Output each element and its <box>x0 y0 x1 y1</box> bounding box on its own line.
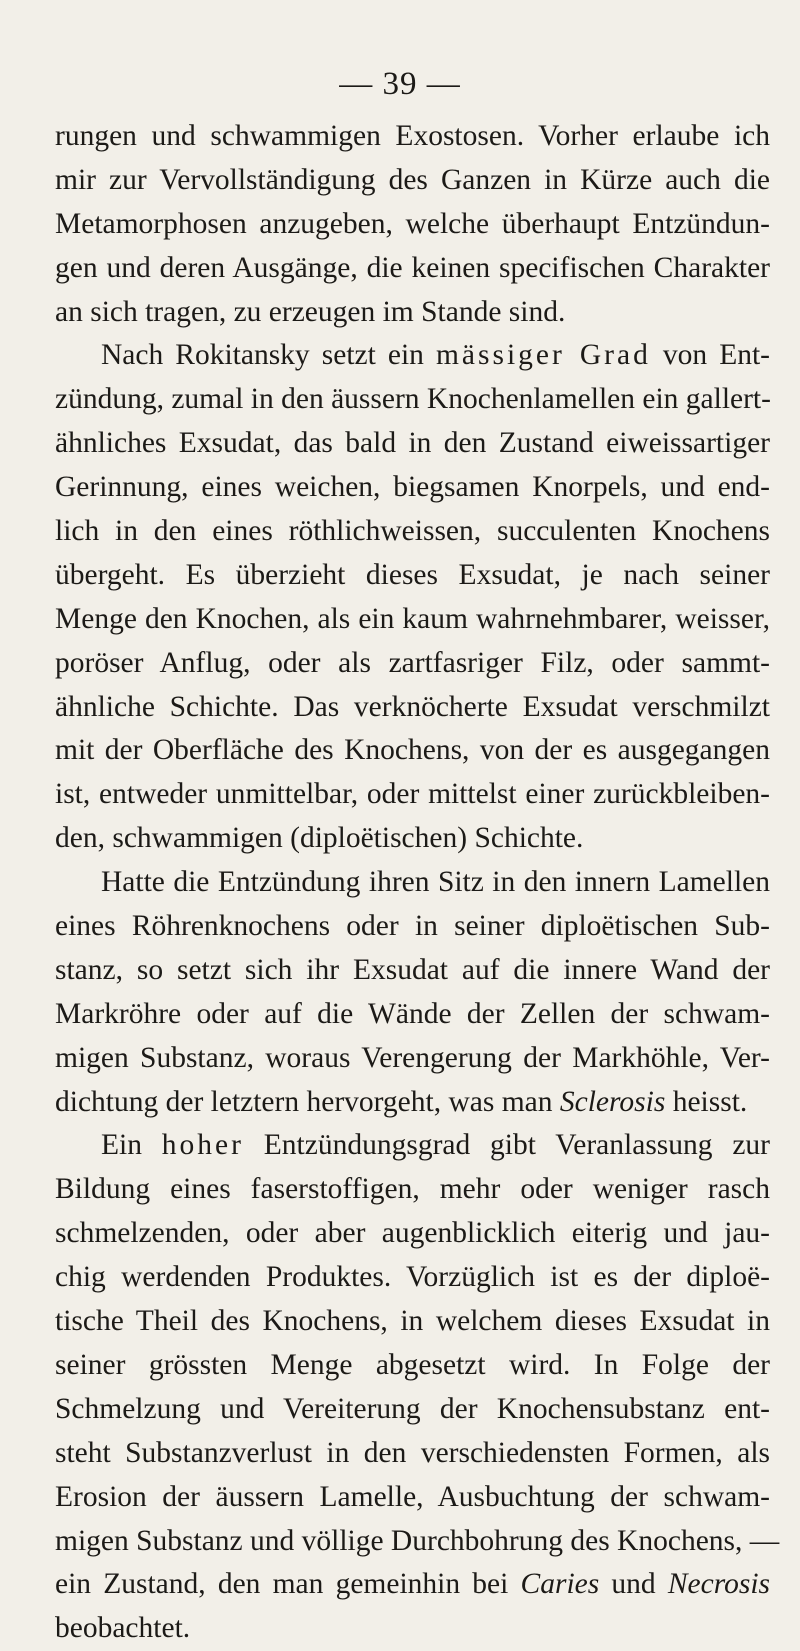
text-segment: steht Substanzverlust in den verschiedensten Formen, als <box>55 1436 770 1469</box>
text-segment: übergeht. Es überzieht dieses Exsudat, je nach seiner <box>55 558 770 591</box>
text-segment: mir zur Vervollständigung des Ganzen in Kürze auch die <box>55 163 770 196</box>
text-line <box>55 861 770 905</box>
text-line <box>55 949 770 993</box>
text-line <box>55 1388 770 1432</box>
text-line <box>55 1607 770 1651</box>
text-line <box>55 115 770 159</box>
text-line <box>55 1300 770 1344</box>
text-segment: gen und deren Ausgänge, die keinen specifischen Charakter <box>55 251 770 284</box>
text-line <box>55 686 770 730</box>
text-line <box>55 1563 770 1607</box>
text-segment: Gerinnung, eines weichen, biegsamen Knorpels, und end- <box>55 471 770 504</box>
text-line <box>55 1124 770 1168</box>
text-segment: Schmelzung und Vereiterung der Knochensubstanz ent- <box>55 1392 770 1425</box>
text-line <box>55 466 770 510</box>
text-segment: chig werdenden Produktes. Vorzüglich ist es der diploë- <box>55 1261 770 1294</box>
text-segment: poröser Anflug, oder als zartfasriger Filz, oder sammt- <box>55 646 770 679</box>
text-segment: Bildung eines faserstoffigen, mehr oder weniger rasch <box>55 1173 770 1206</box>
italic-term: Caries <box>520 1568 600 1601</box>
text-line <box>55 905 770 949</box>
text-segment: ein Zustand, den man gemeinhin bei <box>55 1568 521 1601</box>
text-line <box>55 554 770 598</box>
text-line <box>55 993 770 1037</box>
text-segment: Menge den Knochen, als ein kaum wahrnehmbarer, weisser, <box>55 602 770 635</box>
text-segment: tische Theil des Knochens, in welchem dieses Exsudat in <box>55 1305 770 1338</box>
text-line <box>55 1212 770 1256</box>
page-number: — 39 — <box>339 66 461 102</box>
text-line <box>55 378 770 422</box>
text-line <box>55 817 770 861</box>
text-line <box>55 729 770 773</box>
text-line <box>55 247 770 291</box>
text-segment: ist, entweder unmittelbar, oder mittelst einer zurückbleiben- <box>55 778 770 811</box>
text-segment: Metamorphosen anzugeben, welche überhaupt Entzündun- <box>55 207 770 240</box>
spaced-term: mässiger Grad <box>435 339 651 372</box>
text-segment: an sich tragen, zu erzeugen im Stande sind. <box>55 295 566 328</box>
text-segment: den, schwammigen (diploëtischen) Schichte. <box>55 822 584 855</box>
text-line <box>55 1037 770 1081</box>
spaced-term: hoher <box>161 1129 244 1162</box>
italic-term: Necrosis <box>667 1568 770 1601</box>
text-segment: eines Röhrenknochens oder in seiner diploëtischen Sub- <box>55 910 770 943</box>
text-line <box>55 1168 770 1212</box>
italic-term: Sclerosis <box>559 1085 666 1118</box>
text-segment: ähnliches Exsudat, das bald in den Zustand eiweissartiger <box>55 427 770 460</box>
text-segment: ähnliche Schichte. Das verknöcherte Exsudat verschmilzt <box>55 690 770 723</box>
text-segment: zündung, zumal in den äussern Knochenlamellen ein gallert- <box>55 383 771 416</box>
text-line <box>55 203 770 247</box>
text-line <box>55 1256 770 1300</box>
text-segment: migen Substanz und völlige Durchbohrung des Knochens, — <box>55 1524 780 1557</box>
text-segment: beobachtet. <box>55 1612 191 1645</box>
text-line <box>55 1344 770 1388</box>
text-line <box>55 291 770 335</box>
text-line <box>55 334 770 378</box>
text-segment: Ein <box>101 1129 162 1162</box>
text-line <box>55 1520 780 1564</box>
text-segment: heisst. <box>665 1085 748 1118</box>
text-segment: lich in den eines röthlichweissen, succulenten Knochens <box>55 515 770 548</box>
text-line <box>55 510 770 554</box>
text-segment: seiner grössten Menge abgesetzt wird. In Folge der <box>55 1348 770 1381</box>
text-segment: mit der Oberfläche des Knochens, von der es ausgegangen <box>55 734 770 767</box>
text-segment: Erosion der äussern Lamelle, Ausbuchtung der schwam- <box>55 1480 770 1513</box>
text-segment: dichtung der letztern hervorgeht, was man <box>55 1085 560 1118</box>
text-line <box>55 422 770 466</box>
text-line <box>55 1476 770 1520</box>
text-line <box>55 598 770 642</box>
text-line <box>55 159 770 203</box>
text-line <box>55 1432 770 1476</box>
text-segment: Markröhre oder auf die Wände der Zellen der schwam- <box>55 997 770 1030</box>
text-segment: stanz, so setzt sich ihr Exsudat auf die innere Wand der <box>55 953 770 986</box>
text-line <box>55 1081 770 1125</box>
text-line <box>55 773 770 817</box>
text-segment: rungen und schwammigen Exostosen. Vorher erlaube ich <box>55 120 770 152</box>
text-segment: Nach Rokitansky setzt ein <box>101 339 436 372</box>
body-text <box>55 115 780 1651</box>
text-segment: Hatte die Entzündung ihren Sitz in den innern Lamellen <box>101 866 770 899</box>
text-segment: schmelzenden, oder aber augenblicklich eiterig und jau- <box>55 1217 770 1250</box>
text-line <box>55 642 770 686</box>
text-segment: Entzündungsgrad gibt Veranlassung zur <box>243 1129 771 1162</box>
text-segment: von Ent- <box>650 339 770 372</box>
text-segment: migen Substanz, woraus Verengerung der Markhöhle, Ver- <box>55 1041 770 1074</box>
text-segment: und <box>599 1568 668 1601</box>
